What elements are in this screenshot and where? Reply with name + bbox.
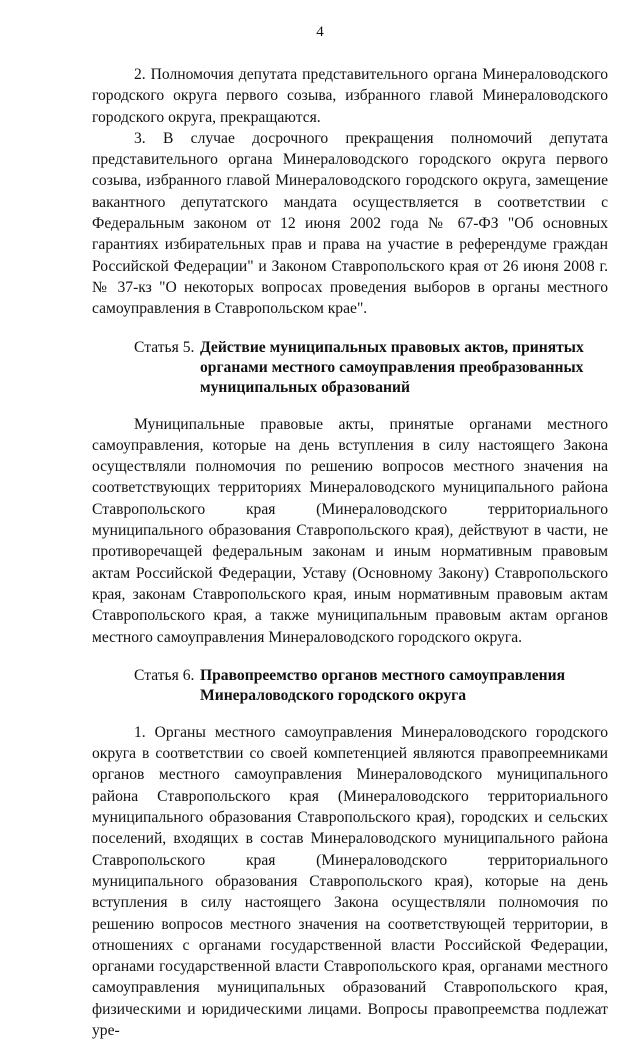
article-5-label: Статья 5.	[134, 338, 195, 356]
article-5-text: Муниципальные правовые акты, принятые органами местного самоуправления, которые на день вступления в силу настоящего Закона осуществляли полномочия по решению вопросов местного значения на соответствующих территориях Минераловодского муниципального района Ставропольского края (Минераловодского территориального муниципального образования Ставропольского края), действуют в части, не противоречащей федеральным законам и иным нормативным правовым актам Российской Федерации, Уставу (Основному Закону) Ставропольского края, законам Ставропольского края, иным нормативным правовым актам Ставропольского края, а также муниципальным правовым актам органов местного самоуправления Минераловодского городского округа.	[92, 415, 608, 646]
document-body	[92, 64, 608, 1041]
article-5-title: Действие муниципальных правовых актов, принятых органами местного самоуправления преобразованных муниципальных образований	[200, 338, 584, 396]
page-number: 4	[316, 24, 324, 40]
paragraph-3: 3. В случае досрочного прекращения полномочий депутата представительного органа Минераловодского городского округа первого созыва, избранного главой Минераловодского городского округа, замещение вакантного депутатского мандата осуществляется в соответствии с Федеральным законом от 12 июня 2002 года № 67-ФЗ "Об основных гарантиях избирательных прав и права на участие в референдуме граждан Российской Федерации" и Законом Ставропольского края от 26 июня 2008 г. № 37-кз "О некоторых вопросах проведения выборов в органы местного самоуправления в Ставропольском крае".	[92, 129, 608, 318]
article-6-label: Статья 6.	[134, 666, 195, 684]
article-6-title: Правопреемство органов местного самоуправления Минераловодского городского округа	[200, 666, 566, 704]
article-6-heading	[92, 666, 608, 706]
paragraph-2: 2. Полномочия депутата представительного органа Минераловодского городского округа первого созыва, избранного главой Минераловодского городского округа, прекращаются.	[92, 66, 608, 126]
article-5-heading	[92, 338, 608, 398]
article-6-text: 1. Органы местного самоуправления Минераловодского городского округа в соответствии со своей компетенцией являются правопреемниками органов местного самоуправления Минераловодского муниципального района Ставропольского края (Минераловодского территориального муниципального образования Ставропольского края), городских и сельских поселений, входящих в состав Минераловодского муниципального района Ставропольского края (Минераловодского территориального муниципального образования Ставропольского края), которые на день вступления в силу настоящего Закона осуществляли полномочия по решению вопросов местного значения на соответствующей территории, в отношениях с органами государственной власти Российской Федерации, органами государственной власти Ставропольского края, органами местного самоуправления муниципальных образований Ставропольского края, физическими и юридическими лицами. Вопросы правопреемства подлежат уре-	[92, 723, 608, 1039]
